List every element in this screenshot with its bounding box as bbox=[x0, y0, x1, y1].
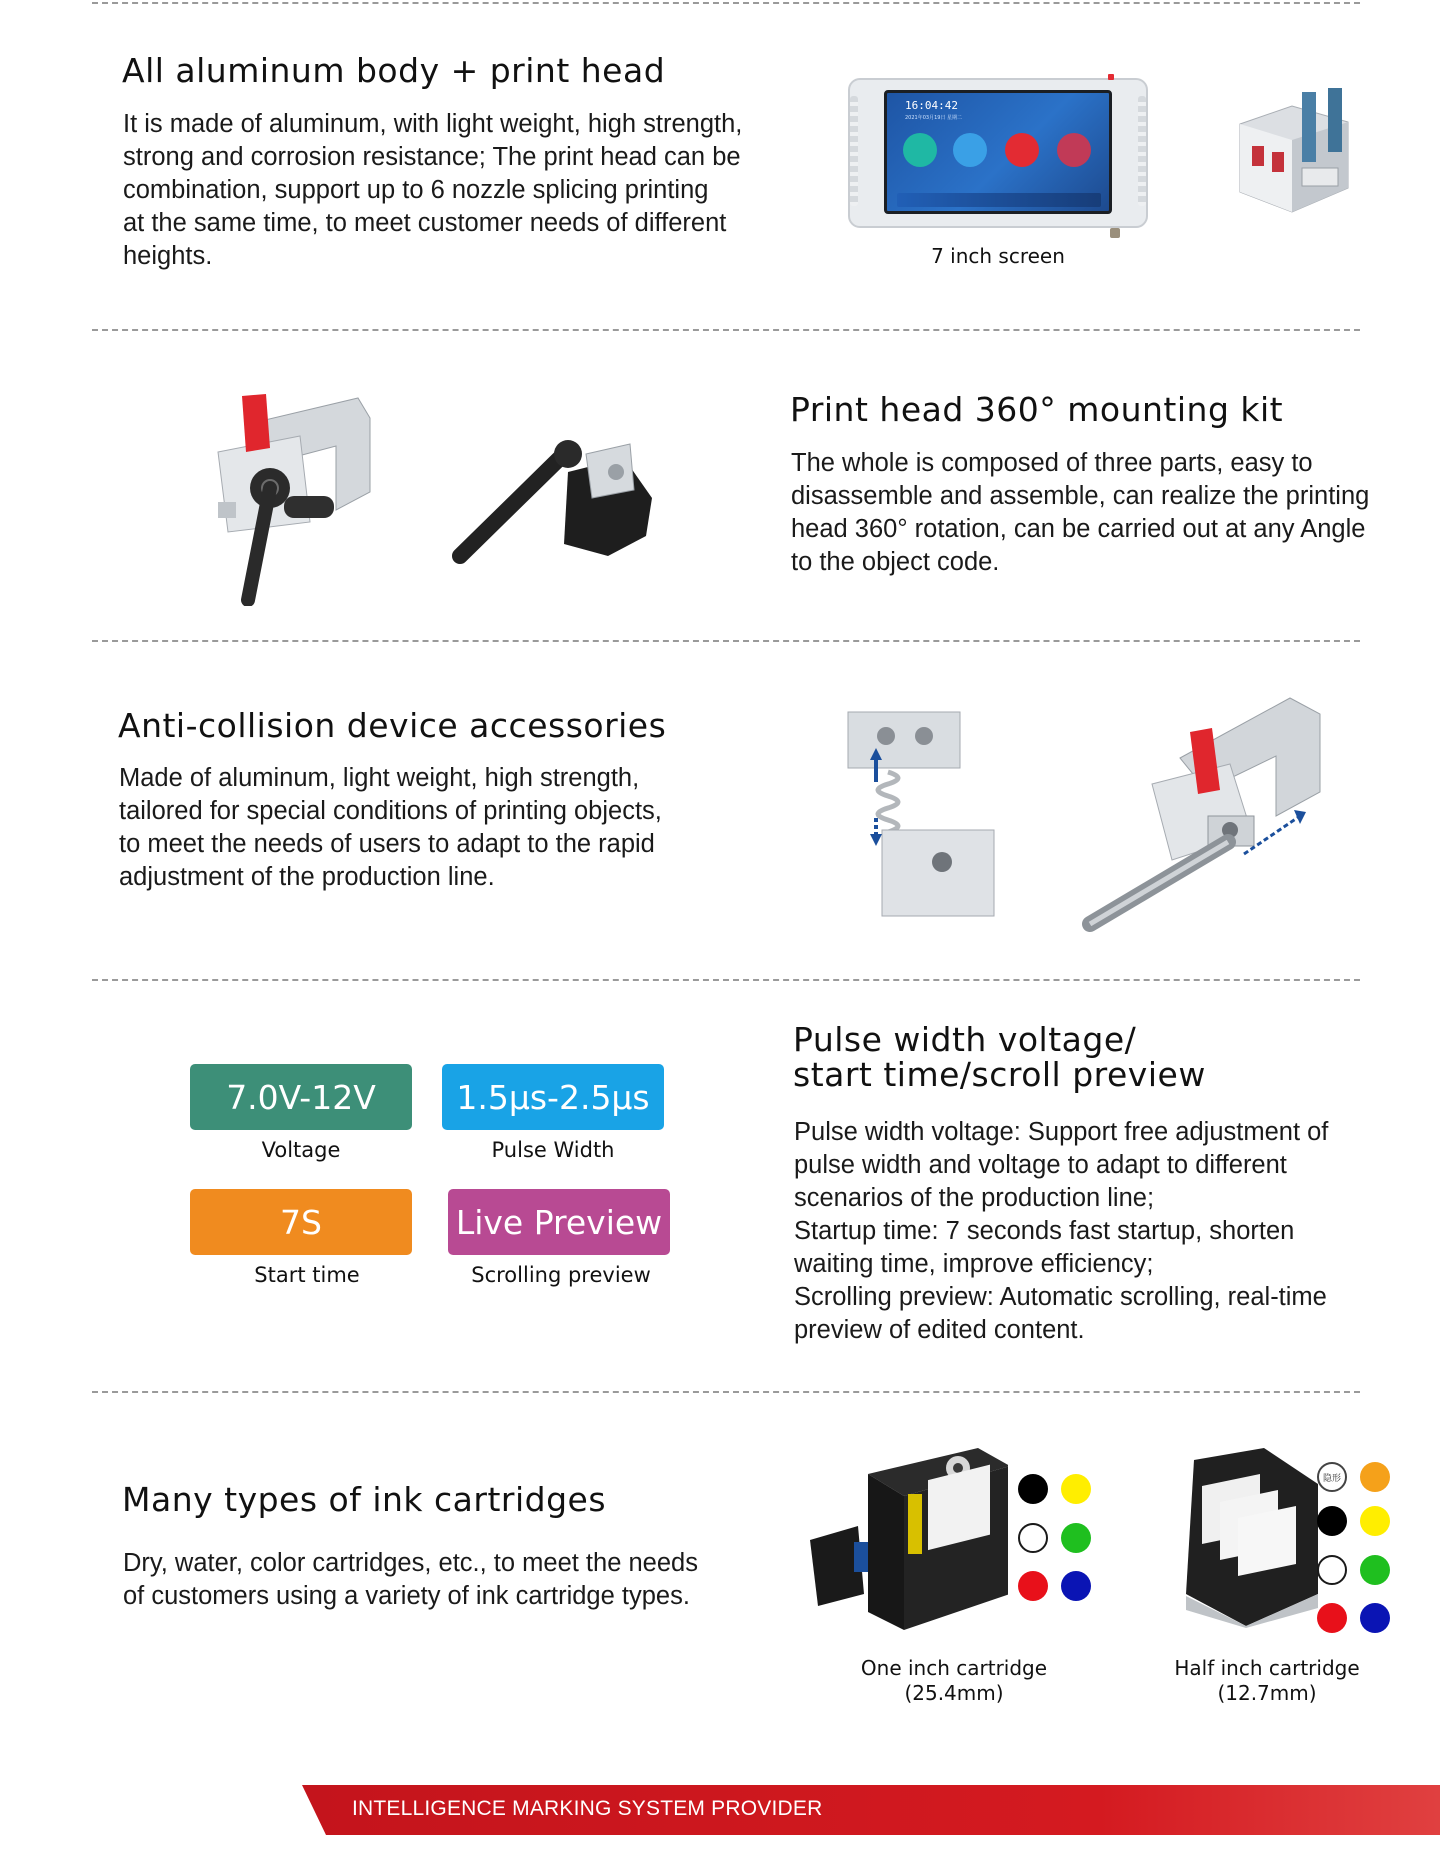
aluminum-description: It is made of aluminum, with light weight, high strength, strong and corrosion resistance; The print head can be combination, support up to 6 nozzle splicing printing at the same time, to meet customer needs of different heights. bbox=[123, 110, 743, 270]
print-app-icon bbox=[903, 133, 937, 167]
settings-app-icon bbox=[1057, 133, 1091, 167]
seven-inch-screen-caption: 7 inch screen bbox=[931, 244, 1065, 268]
yellow-ink-dot bbox=[1360, 1506, 1390, 1536]
live-preview-badge: Live Preview bbox=[448, 1189, 670, 1255]
ink-description: Dry, water, color cartridges, etc., to meet the needs of customers using a variety of ink cartridge types. bbox=[123, 1549, 698, 1610]
orange-ink-dot bbox=[1360, 1462, 1390, 1492]
voltage-label: Voltage bbox=[261, 1138, 341, 1162]
invisible-ink-dot bbox=[1317, 1462, 1347, 1492]
voltage-badge: 7.0V-12V bbox=[190, 1064, 412, 1130]
green-ink-dot bbox=[1360, 1555, 1390, 1585]
white-ink-dot bbox=[1317, 1555, 1347, 1585]
one-inch-cartridge-caption: One inch cartridge (25.4mm) bbox=[860, 1656, 1048, 1705]
section-divider bbox=[92, 2, 1360, 4]
mounting-title: Print head 360° mounting kit bbox=[790, 390, 1284, 429]
pulse-width-label: Pulse Width bbox=[491, 1138, 615, 1162]
section-divider bbox=[92, 979, 1360, 981]
blue-ink-dot bbox=[1061, 1571, 1091, 1601]
red-ink-dot bbox=[1018, 1571, 1048, 1601]
mounting-handle-image bbox=[448, 432, 658, 568]
scrolling-preview-label: Scrolling preview bbox=[471, 1263, 651, 1287]
half-inch-cartridge-image bbox=[1168, 1446, 1318, 1628]
anticollision-description: Made of aluminum, light weight, high strength, tailored for special conditions of printing objects, to meet the needs of users to adapt to the rapid adjustment of the production line. bbox=[119, 764, 662, 891]
ink-title: Many types of ink cartridges bbox=[122, 1480, 607, 1519]
screen-date: 2021年03月19日 星期二 bbox=[905, 115, 963, 121]
blue-ink-dot bbox=[1360, 1603, 1390, 1633]
anticollision-title: Anti-collision device accessories bbox=[118, 706, 667, 745]
edit-app-icon bbox=[1005, 133, 1039, 167]
pulse-title: Pulse width voltage/ start time/scroll preview bbox=[793, 1020, 1206, 1094]
pulse-description: Pulse width voltage: Support free adjustment of pulse width and voltage to adapt to different scenarios of the production line; Startup time: 7 seconds fast startup, shorten waiting time, improve efficiency; Scrolling preview: Automatic scrolling, real-time preview of edited content. bbox=[794, 1118, 1329, 1344]
mounting-bracket-image bbox=[208, 392, 378, 606]
half-inch-cartridge-caption: Half inch cartridge (12.7mm) bbox=[1174, 1656, 1360, 1705]
mounting-description: The whole is composed of three parts, easy to disassemble and assemble, can realize the printing head 360° rotation, can be carried out at any Angle to the object code. bbox=[791, 449, 1370, 576]
red-ink-dot bbox=[1317, 1603, 1347, 1633]
device-screen bbox=[884, 90, 1112, 214]
folder-app-icon bbox=[953, 133, 987, 167]
anticollision-bracket-image bbox=[1080, 684, 1324, 936]
print-head-block-image bbox=[1232, 88, 1360, 222]
screen-time: 16:04:42 bbox=[905, 99, 958, 112]
aluminum-title: All aluminum body + print head bbox=[122, 51, 666, 90]
start-time-badge: 7S bbox=[190, 1189, 412, 1255]
black-ink-dot bbox=[1018, 1474, 1048, 1504]
one-inch-cartridge-image bbox=[808, 1444, 1008, 1630]
anticollision-spring-image bbox=[846, 706, 998, 918]
green-ink-dot bbox=[1061, 1523, 1091, 1553]
pulse-width-badge: 1.5μs-2.5μs bbox=[442, 1064, 664, 1130]
invisible-ink-label: 隐形 bbox=[1322, 1473, 1341, 1484]
section-divider bbox=[92, 1391, 1360, 1393]
section-divider bbox=[92, 640, 1360, 642]
start-time-label: Start time bbox=[254, 1263, 360, 1287]
section-divider bbox=[92, 329, 1360, 331]
black-ink-dot bbox=[1317, 1506, 1347, 1536]
seven-inch-screen-image bbox=[848, 78, 1148, 243]
footer-tagline: INTELLIGENCE MARKING SYSTEM PROVIDER bbox=[352, 1797, 823, 1820]
yellow-ink-dot bbox=[1061, 1474, 1091, 1504]
white-ink-dot bbox=[1018, 1523, 1048, 1553]
